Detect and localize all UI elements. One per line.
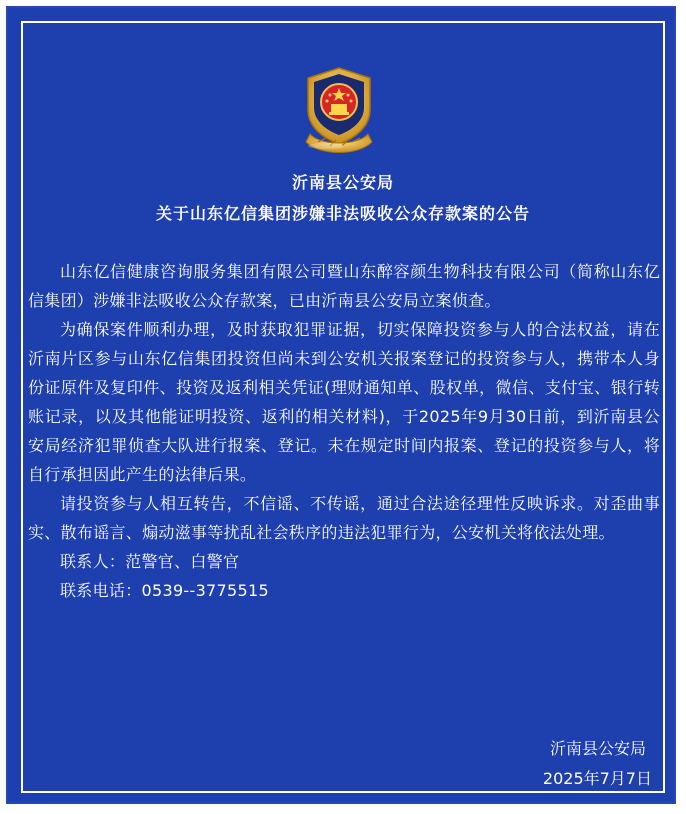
police-emblem-icon bbox=[296, 64, 382, 160]
paragraph-warning: 请投资参与人相互转告，不信谣、不传谣，通过合法途径理性反映诉求。对歪曲事实、散布谣言、煽动滋事等扰乱社会秩序的违法犯罪行为，公安机关将依法处理。 bbox=[28, 494, 660, 542]
notice-title: 关于山东亿信集团涉嫌非法吸收公众存款案的公告 bbox=[155, 204, 530, 223]
contact-phone: 联系电话：0539--3775515 bbox=[60, 581, 269, 600]
signature-org: 沂南县公安局 bbox=[549, 739, 646, 758]
paragraph-case-intro: 山东亿信健康咨询服务集团有限公司暨山东醉容颜生物科技有限公司（简称山东亿信集团）涉嫌非法吸收公众存款案，已由沂南县公安局立案侦查。 bbox=[28, 262, 660, 310]
notice-body bbox=[28, 257, 660, 605]
paragraph-registration-request: 为确保案件顺利办理，及时获取犯罪证据，切实保障投资参与人的合法权益，请在沂南片区参与山东亿信集团投资但尚未到公安机关报案登记的投资参与人，携带本人身份证原件及复印件、投资及返利相关凭证(理财通知单、股权单，微信、支付宝、银行转账记录，以及其他能证明投资、返利的相关材料)，于2025年9月30日前，到沂南县公安局经济犯罪侦查大队进行报案、登记。未在规定时间内报案、登记的投资参与人，将自行承担因此产生的法律后果。 bbox=[28, 320, 660, 484]
signature-date: 2025年7月7日 bbox=[542, 769, 652, 788]
contact-person: 联系人：范警官、白警官 bbox=[60, 552, 240, 571]
org-title: 沂南县公安局 bbox=[291, 173, 394, 192]
